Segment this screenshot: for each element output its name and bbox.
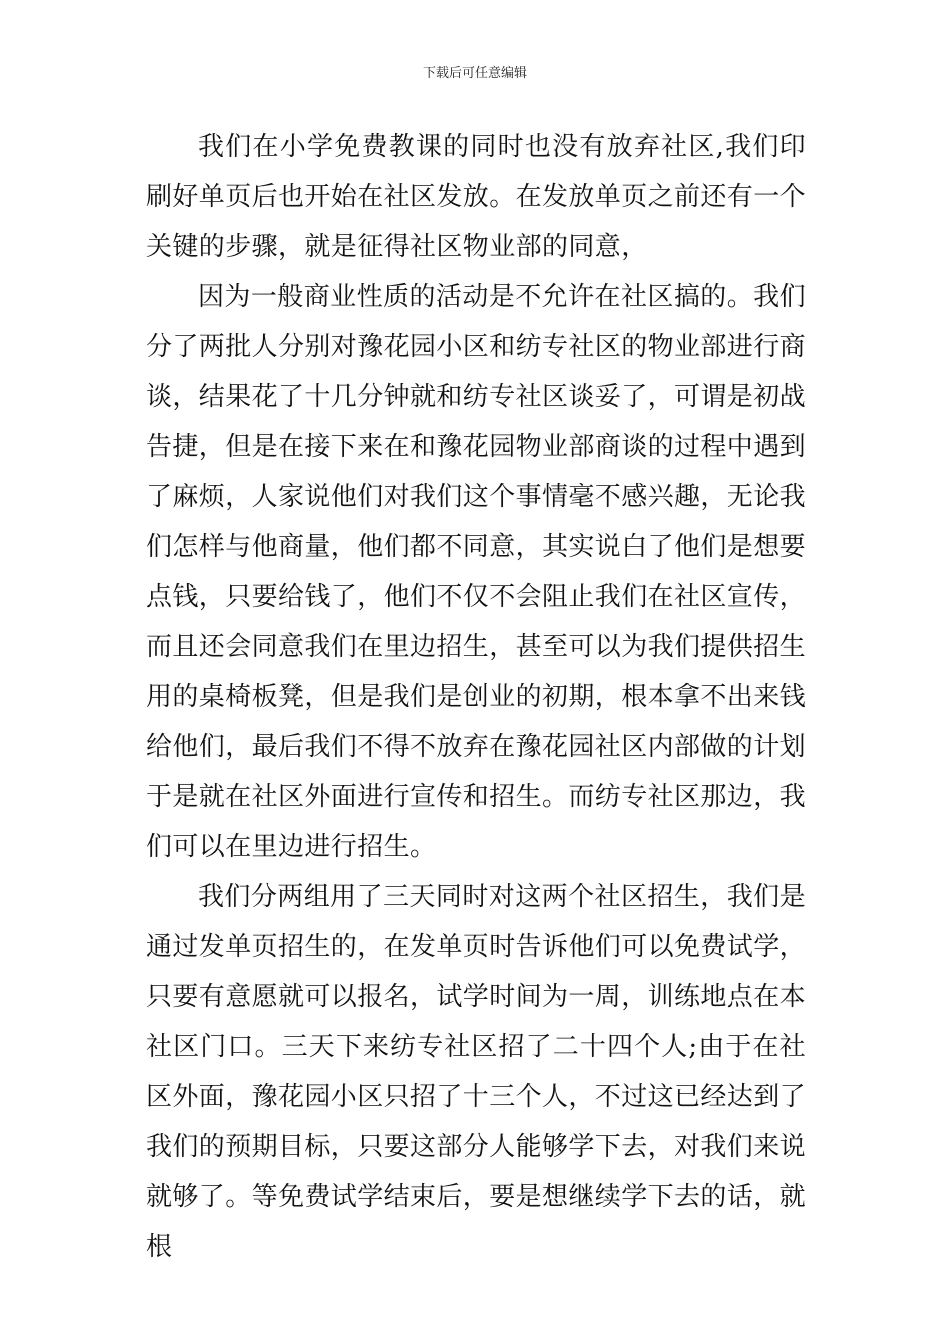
paragraph-3: 我们分两组用了三天同时对这两个社区招生，我们是通过发单页招生的，在发单页时告诉他们可以免费试学，只要有意愿就可以报名，试学时间为一周，训练地点在本社区门口。三天下来纺专社区招了二十四个人;由于在社区外面，豫花园小区只招了十三个人，不过这已经达到了我们的预期目标，只要这部分人能够学下去，对我们来说就够了。等免费试学结束后，要是想继续学下去的话，就根 — [146, 882, 807, 1262]
page-header-note: 下载后可任意编辑 — [422, 66, 527, 81]
paragraph-1: 我们在小学免费教课的同时也没有放弃社区,我们印刷好单页后也开始在社区发放。在发放单页之前还有一个关键的步骤，就是征得社区物业部的同意， — [146, 132, 807, 262]
document-body — [146, 122, 806, 1272]
paragraph-2: 因为一般商业性质的活动是不允许在社区搞的。我们分了两批人分别对豫花园小区和纺专社区的物业部进行商谈，结果花了十几分钟就和纺专社区谈妥了，可谓是初战告捷，但是在接下来在和豫花园物业部商谈的过程中遇到了麻烦，人家说他们对我们这个事情毫不感兴趣，无论我们怎样与他商量，他们都不同意，其实说白了他们是想要点钱，只要给钱了，他们不仅不会阻止我们在社区宣传，而且还会同意我们在里边招生，甚至可以为我们提供招生用的桌椅板凳，但是我们是创业的初期，根本拿不出来钱给他们，最后我们不得不放弃在豫花园社区内部做的计划于是就在社区外面进行宣传和招生。而纺专社区那边，我们可以在里边进行招生。 — [146, 282, 807, 862]
